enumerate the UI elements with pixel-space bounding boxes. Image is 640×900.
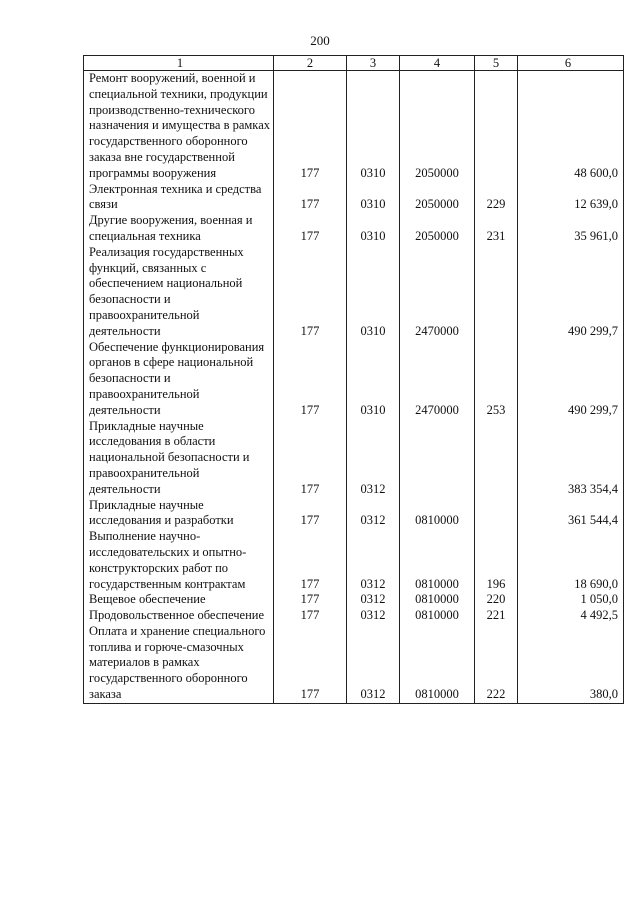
header-col-4: 4 xyxy=(400,56,475,71)
header-row xyxy=(84,56,624,71)
row-section-cell: 0310 xyxy=(347,340,400,419)
page-number: 200 xyxy=(310,33,330,48)
row-ministry-cell: 177 xyxy=(274,624,347,703)
row-ministry-cell: 177 xyxy=(274,213,347,245)
row-name-cell: Продовольственное обеспечение xyxy=(84,608,274,624)
row-article-cell: 0810000 xyxy=(400,624,475,703)
row-section-cell: 0312 xyxy=(347,592,400,608)
row-article-cell: 0810000 xyxy=(400,529,475,592)
row-section-cell: 0312 xyxy=(347,529,400,592)
row-ministry-cell: 177 xyxy=(274,245,347,340)
row-amount-cell: 18 690,0 xyxy=(518,529,624,592)
row-section-cell: 0310 xyxy=(347,245,400,340)
row-expense-type-cell: 229 xyxy=(475,182,518,214)
budget-table xyxy=(83,55,624,704)
row-section-cell: 0310 xyxy=(347,71,400,182)
row-expense-type-cell: 253 xyxy=(475,340,518,419)
row-expense-type-cell xyxy=(475,419,518,498)
row-ministry-cell: 177 xyxy=(274,608,347,624)
row-name-cell: Прикладные научные исследования и разработки xyxy=(84,498,274,530)
row-name-cell: Вещевое обеспечение xyxy=(84,592,274,608)
row-expense-type-cell: 222 xyxy=(475,624,518,703)
row-name-cell: Реализация государственных функций, связанных с обеспечением национальной безопасности и правоохранительной деятельности xyxy=(84,245,274,340)
header-col-5: 5 xyxy=(475,56,518,71)
row-section-cell: 0310 xyxy=(347,213,400,245)
table-row xyxy=(84,182,624,214)
row-name-cell: Другие вооружения, военная и специальная техника xyxy=(84,213,274,245)
row-amount-cell: 490 299,7 xyxy=(518,245,624,340)
row-expense-type-cell xyxy=(475,71,518,182)
row-expense-type-cell: 220 xyxy=(475,592,518,608)
table-row xyxy=(84,340,624,419)
row-amount-cell: 361 544,4 xyxy=(518,498,624,530)
row-section-cell: 0312 xyxy=(347,608,400,624)
table-row xyxy=(84,213,624,245)
row-name-cell: Ремонт вооружений, военной и специальной техники, продукции производственно-технического назначения и имущества в рамках государственного оборонного заказа вне государственной программы вооружения xyxy=(84,71,274,182)
row-amount-cell: 380,0 xyxy=(518,624,624,703)
table-body xyxy=(84,71,624,704)
row-ministry-cell: 177 xyxy=(274,498,347,530)
row-ministry-cell: 177 xyxy=(274,529,347,592)
row-article-cell xyxy=(400,419,475,498)
row-ministry-cell: 177 xyxy=(274,592,347,608)
header-col-3: 3 xyxy=(347,56,400,71)
row-expense-type-cell: 221 xyxy=(475,608,518,624)
row-section-cell: 0310 xyxy=(347,182,400,214)
row-article-cell: 2050000 xyxy=(400,213,475,245)
table-row xyxy=(84,419,624,498)
row-amount-cell: 4 492,5 xyxy=(518,608,624,624)
header-col-2: 2 xyxy=(274,56,347,71)
row-article-cell: 2050000 xyxy=(400,71,475,182)
row-expense-type-cell: 196 xyxy=(475,529,518,592)
row-section-cell: 0312 xyxy=(347,419,400,498)
row-amount-cell: 1 050,0 xyxy=(518,592,624,608)
row-ministry-cell: 177 xyxy=(274,340,347,419)
row-name-cell: Прикладные научные исследования в области национальной безопасности и правоохранительной деятельности xyxy=(84,419,274,498)
header-col-1: 1 xyxy=(84,56,274,71)
row-name-cell: Оплата и хранение специального топлива и горюче-смазочных материалов в рамках государственного оборонного заказа xyxy=(84,624,274,703)
row-expense-type-cell xyxy=(475,498,518,530)
row-ministry-cell: 177 xyxy=(274,419,347,498)
table-row xyxy=(84,624,624,703)
header-col-6: 6 xyxy=(518,56,624,71)
row-article-cell: 2470000 xyxy=(400,245,475,340)
row-name-cell: Выполнение научно-исследовательских и опытно-конструкторских работ по государственным контрактам xyxy=(84,529,274,592)
row-amount-cell: 383 354,4 xyxy=(518,419,624,498)
row-amount-cell: 12 639,0 xyxy=(518,182,624,214)
table-row xyxy=(84,608,624,624)
row-article-cell: 0810000 xyxy=(400,592,475,608)
row-expense-type-cell xyxy=(475,245,518,340)
row-section-cell: 0312 xyxy=(347,498,400,530)
table-row xyxy=(84,71,624,182)
row-amount-cell: 35 961,0 xyxy=(518,213,624,245)
table-row xyxy=(84,498,624,530)
table-row xyxy=(84,245,624,340)
row-name-cell: Обеспечение функционирования органов в сфере национальной безопасности и правоохранительной деятельности xyxy=(84,340,274,419)
row-name-cell: Электронная техника и средства связи xyxy=(84,182,274,214)
row-article-cell: 2050000 xyxy=(400,182,475,214)
row-article-cell: 2470000 xyxy=(400,340,475,419)
row-ministry-cell: 177 xyxy=(274,182,347,214)
row-article-cell: 0810000 xyxy=(400,498,475,530)
table-row xyxy=(84,592,624,608)
row-expense-type-cell: 231 xyxy=(475,213,518,245)
row-amount-cell: 490 299,7 xyxy=(518,340,624,419)
row-ministry-cell: 177 xyxy=(274,71,347,182)
row-article-cell: 0810000 xyxy=(400,608,475,624)
table-row xyxy=(84,529,624,592)
row-section-cell: 0312 xyxy=(347,624,400,703)
row-amount-cell: 48 600,0 xyxy=(518,71,624,182)
